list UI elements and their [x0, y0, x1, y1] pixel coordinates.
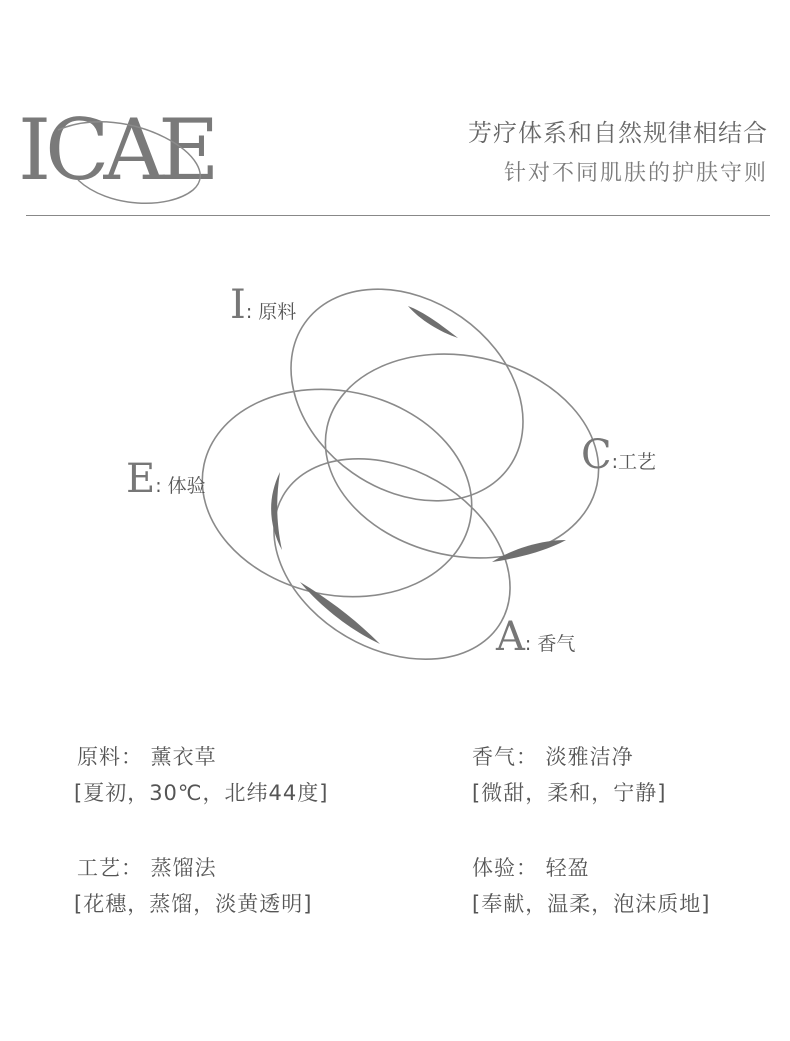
experience-title: 体验： 轻盈: [472, 856, 590, 880]
icae-diagram: [0, 260, 790, 700]
ellipse-c: [306, 329, 618, 582]
ellipse-diagram: [0, 260, 790, 700]
logo-swoosh: [18, 100, 258, 210]
tagline-secondary: 针对不同肌肤的护肤守则: [503, 161, 768, 186]
label-i: I: 原料: [230, 282, 297, 328]
accent-leaf-bottom: [300, 582, 380, 644]
accent-leaf-right: [492, 540, 566, 562]
aroma-detail: [微甜，柔和，宁静]: [472, 781, 667, 805]
aroma-title: 香气： 淡雅洁净: [472, 745, 634, 769]
header-divider: [26, 215, 770, 216]
tagline-primary: 芳疗体系和自然规律相结合: [468, 119, 768, 147]
accent-leaf-left: [271, 472, 282, 550]
label-e: E: 体验: [126, 456, 206, 502]
craft-title: 工艺： 蒸馏法: [77, 856, 217, 880]
ellipse-i: [250, 260, 564, 545]
raw-detail: [夏初，30℃，北纬44度]: [74, 781, 329, 805]
label-c: C:工艺: [581, 432, 657, 478]
label-a: A: 香气: [496, 614, 576, 660]
icae-logo: [18, 100, 258, 210]
raw-title: 原料： 薰衣草: [77, 745, 217, 769]
experience-detail: [奉献，温柔，泡沫质地]: [472, 892, 711, 916]
craft-detail: [花穗，蒸馏，淡黄透明]: [74, 892, 313, 916]
logo-text: ICAE: [18, 101, 214, 199]
